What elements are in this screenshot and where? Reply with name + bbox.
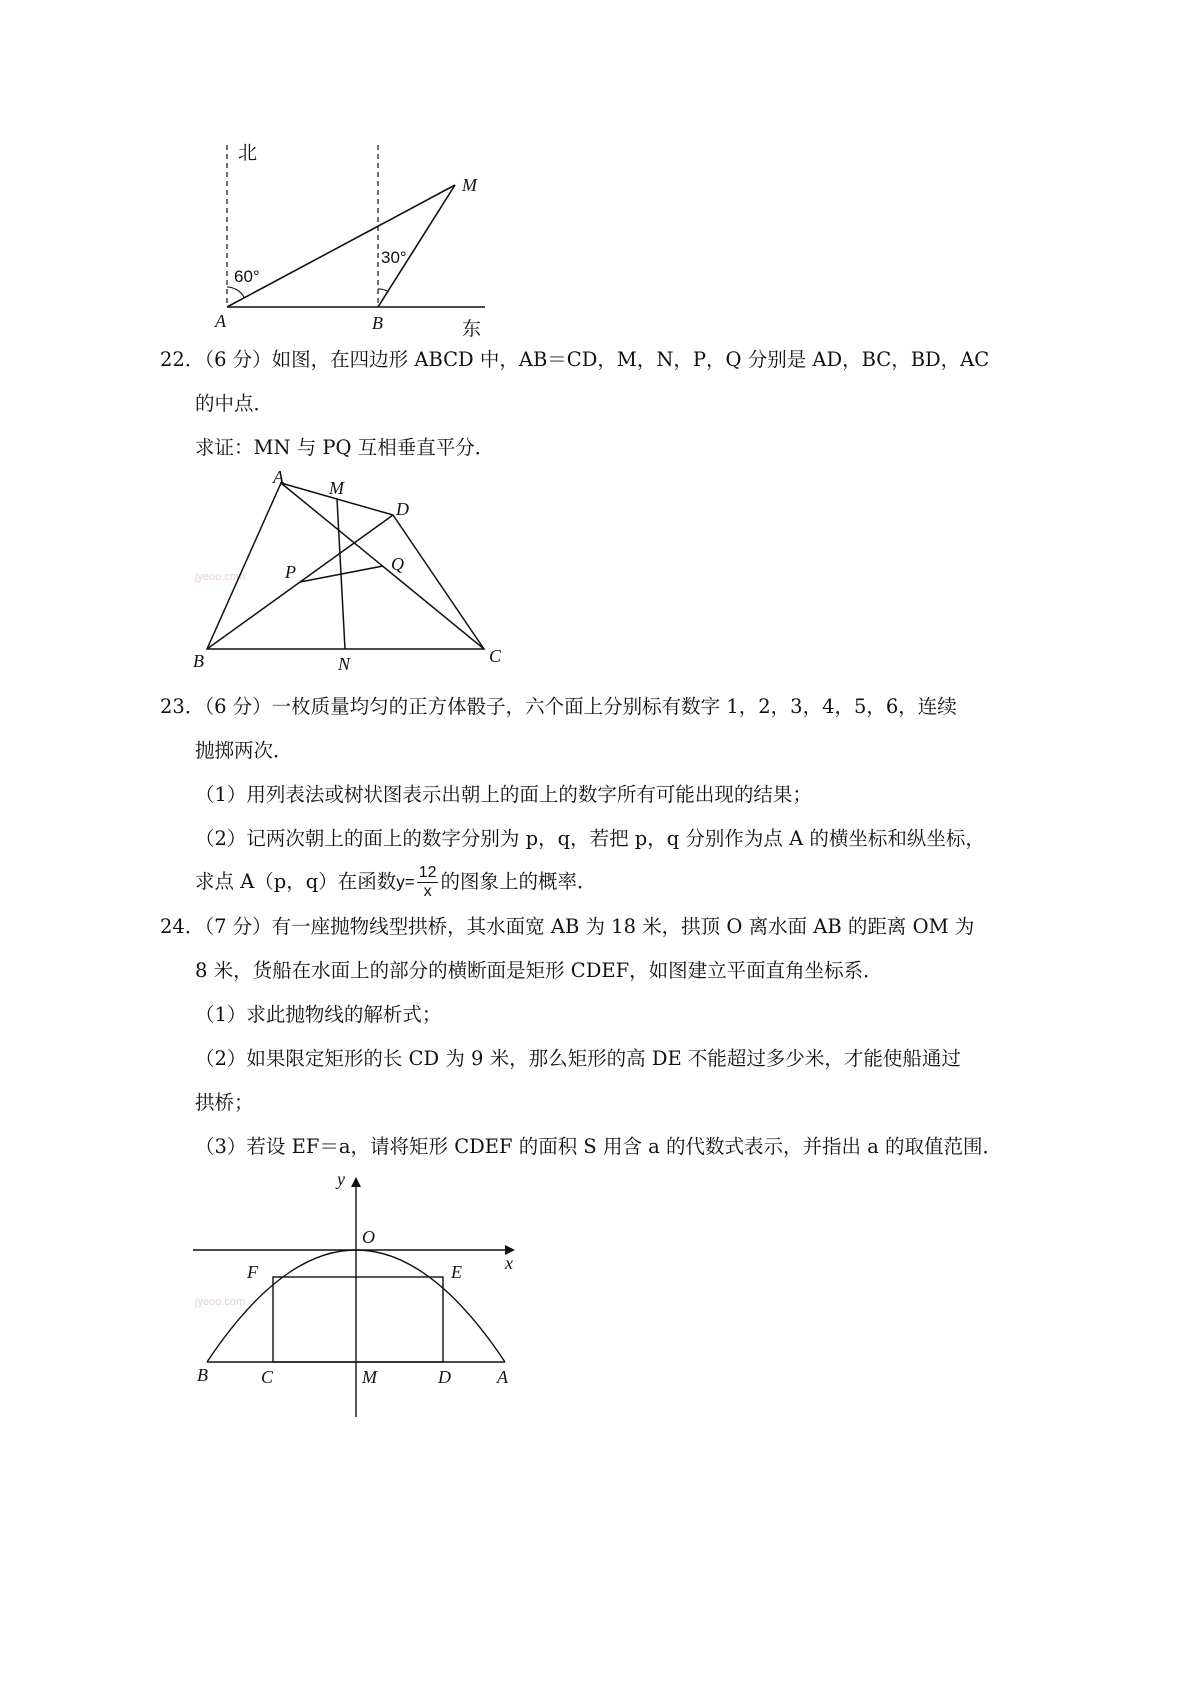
label-c: C <box>489 646 502 666</box>
label-q: Q <box>391 554 404 574</box>
angle-arc-a <box>227 287 244 297</box>
q23-line5 <box>195 862 597 903</box>
label-x: x <box>505 1253 513 1273</box>
angle-arc-b <box>378 289 387 291</box>
fraction-numerator: 12 <box>418 864 437 881</box>
angle-60-label: 60° <box>234 267 260 286</box>
label-a: A <box>497 1367 508 1387</box>
watermark: jyeoo.com <box>195 571 246 583</box>
label-m: M <box>362 1367 377 1387</box>
label-d: D <box>438 1367 451 1387</box>
q23-line5-post: 的图象上的概率． <box>440 870 597 893</box>
label-e: E <box>451 1262 462 1282</box>
label-p: P <box>285 562 296 582</box>
q23-line1: 23．（6 分）一枚质量均匀的正方体骰子，六个面上分别标有数字 1，2，3，4，5，6，连续 <box>160 695 957 718</box>
q23-line2: 抛掷两次． <box>195 739 293 762</box>
label-d: D <box>396 499 409 519</box>
q22-line1: 22．（6 分）如图，在四边形 ABCD 中，AB＝CD，M，N，P，Q 分别是 AD，BC，BD，AC <box>160 348 990 371</box>
point-b-label: B <box>372 313 383 333</box>
q24-line4: （2）如果限定矩形的长 CD 为 9 米，那么矩形的高 DE 不能超过多少米，才能使船通过 <box>195 1047 961 1070</box>
label-c: C <box>261 1367 274 1387</box>
q23-line3: （1）用列表法或树状图表示出朝上的面上的数字所有可能出现的结果； <box>195 783 812 806</box>
segment-bm <box>378 185 455 307</box>
angle-30-label: 30° <box>381 248 407 267</box>
function-y: y= <box>396 872 415 892</box>
east-label: 东 <box>462 318 482 340</box>
q24-line1: 24．（7 分）有一座抛物线型拱桥，其水面宽 AB 为 18 米，拱顶 O 离水面 AB 的距离 OM 为 <box>160 915 975 938</box>
fraction-12-over-x <box>417 864 439 901</box>
arch-bridge-figure <box>185 1165 530 1425</box>
quadrilateral-figure <box>185 470 515 675</box>
q23-line5-pre: 求点 A（p，q）在函数 <box>195 870 397 893</box>
label-f: F <box>247 1262 258 1282</box>
q24-line3: （1）求此抛物线的解析式； <box>195 1003 442 1026</box>
q24-line5: 拱桥； <box>195 1091 254 1114</box>
q22-line3: 求证：MN 与 PQ 互相垂直平分． <box>195 436 495 459</box>
label-m: M <box>329 478 344 498</box>
q22-line2: 的中点． <box>195 392 274 415</box>
q24-line6: （3）若设 EF＝a，请将矩形 CDEF 的面积 S 用含 a 的代数式表示，并指出 a 的取值范围． <box>195 1135 1003 1158</box>
point-a-label: A <box>215 311 226 331</box>
north-label: 北 <box>238 142 258 164</box>
bearing-figure <box>200 135 500 370</box>
rectangle-cdef <box>273 1277 443 1362</box>
label-y: y <box>337 1169 345 1189</box>
y-axis-arrow <box>351 1177 361 1187</box>
segment-am <box>227 185 455 307</box>
label-b: B <box>193 651 204 671</box>
label-n: N <box>338 654 351 674</box>
label-o: O <box>362 1227 375 1247</box>
quadrilateral-abcd <box>207 483 484 649</box>
watermark-2: jyeoo.com <box>195 1296 246 1308</box>
q23-line4: （2）记两次朝上的面上的数字分别为 p，q，若把 p，q 分别作为点 A 的横坐标和纵坐标， <box>195 827 985 850</box>
label-a: A <box>273 470 284 487</box>
label-b: B <box>197 1365 208 1385</box>
fraction-denominator: x <box>423 883 432 900</box>
point-m-label: M <box>462 175 477 195</box>
q24-line2: 8 米，货船在水面上的部分的横断面是矩形 CDEF，如图建立平面直角坐标系． <box>195 959 883 982</box>
